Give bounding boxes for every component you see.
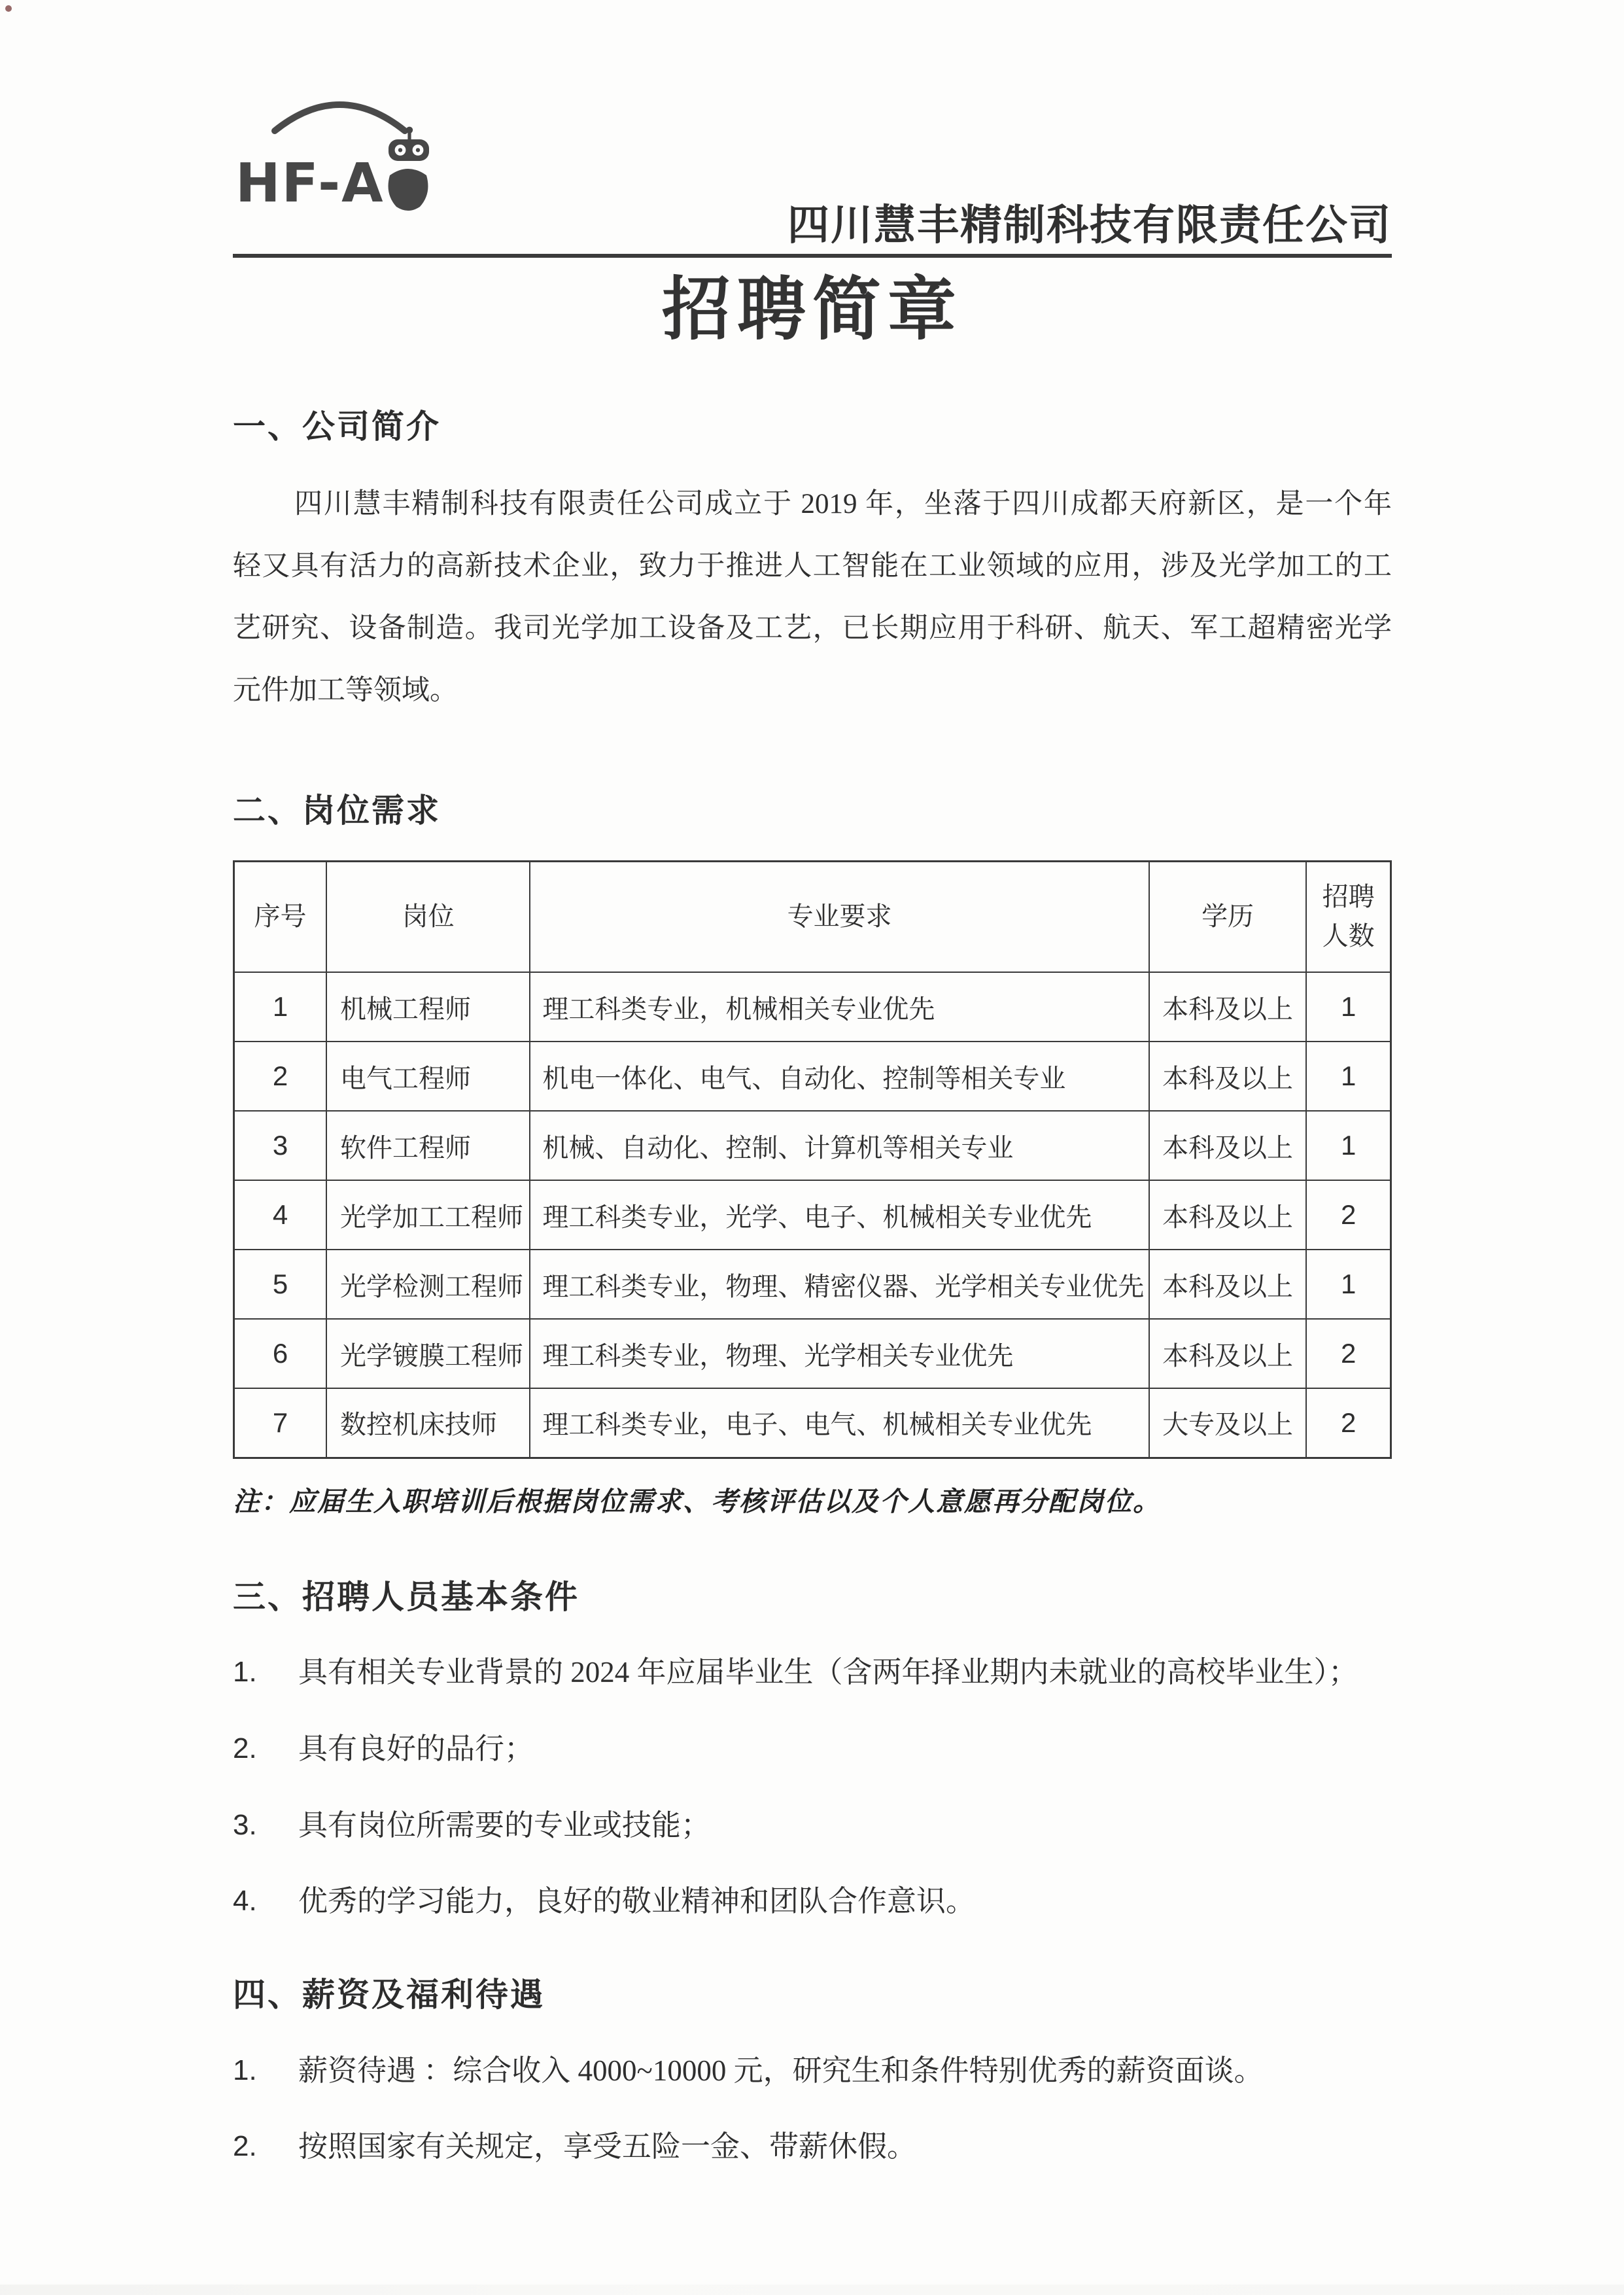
cell-edu: 大专及以上: [1149, 1388, 1307, 1458]
col-header-post: 岗位: [326, 861, 530, 972]
cell-count: 1: [1306, 972, 1391, 1042]
item-number: 2.: [233, 1732, 257, 1764]
cell-edu: 本科及以上: [1149, 1042, 1307, 1111]
page-header: [233, 97, 1392, 258]
scan-speck-artifact: [5, 5, 12, 12]
item-text: 具有相关专业背景的 2024 年应届毕业生（含两年择业期内未就业的高校毕业生）；: [298, 1656, 1358, 1689]
table-row: [234, 1042, 1391, 1111]
section-3-heading: 三、招聘人员基本条件: [233, 1578, 579, 1615]
section-2-heading: 二、岗位需求: [233, 792, 441, 829]
paragraph-line: 艺研究、设备制造。我司光学加工设备及工艺，已长期应用于科研、航天、军工超精密光学: [233, 613, 1392, 644]
col-header-no: 序号: [234, 861, 327, 972]
table-header-row: [234, 861, 1391, 972]
logo-text: HF-A: [235, 152, 385, 215]
cell-count: 1: [1306, 1111, 1391, 1180]
cell-count: 2: [1306, 1319, 1391, 1388]
cell-post: 电气工程师: [326, 1042, 530, 1111]
company-logo: [235, 97, 432, 215]
cell-post: 光学加工工程师: [326, 1180, 530, 1250]
cell-req: 理工科类专业，电子、电气、机械相关专业优先: [530, 1388, 1149, 1458]
cell-post: 机械工程师: [326, 972, 530, 1042]
requirement-item: [233, 1806, 1392, 1846]
cell-count: 2: [1306, 1180, 1391, 1250]
item-text: 优秀的学习能力，良好的敬业精神和团队合作意识。: [298, 1885, 976, 1918]
cell-post: 数控机床技师: [326, 1388, 530, 1458]
item-text: 具有良好的品行；: [298, 1732, 534, 1765]
cell-req: 机电一体化、电气、自动化、控制等相关专业: [530, 1042, 1149, 1111]
paragraph-line: 四川慧丰精制科技有限责任公司成立于 2019 年，坐落于四川成都天府新区，是一个年: [294, 489, 1392, 519]
item-text: 按照国家有关规定，享受五险一金、带薪休假。: [298, 2130, 917, 2164]
item-number: 1.: [233, 2054, 257, 2086]
cell-count: 2: [1306, 1388, 1391, 1458]
cell-no: 2: [234, 1042, 327, 1111]
paragraph-line: 轻又具有活力的高新技术企业，致力于推进人工智能在工业领域的应用，涉及光学加工的工: [233, 551, 1392, 582]
cell-no: 7: [234, 1388, 327, 1458]
table-row: [234, 1250, 1391, 1319]
benefit-item: [233, 2051, 1392, 2091]
jobs-table: [233, 860, 1392, 1459]
col-header-req: 专业要求: [530, 861, 1149, 972]
scan-streak-artifact: [0, 2285, 1624, 2295]
table-note: 注：应届生入职培训后根据岗位需求、考核评估以及个人意愿再分配岗位。: [233, 1486, 1161, 1516]
item-number: 3.: [233, 1808, 257, 1841]
company-name: 四川慧丰精制科技有限责任公司: [787, 201, 1392, 249]
item-number: 1.: [233, 1656, 257, 1688]
requirement-item: [233, 1729, 1392, 1769]
cell-post: 光学检测工程师: [326, 1250, 530, 1319]
cell-count: 1: [1306, 1250, 1391, 1319]
benefit-item: [233, 2127, 1392, 2167]
item-number: 2.: [233, 2130, 257, 2163]
cell-req: 机械、自动化、控制、计算机等相关专业: [530, 1111, 1149, 1180]
table-row: [234, 1111, 1391, 1180]
table-row: [234, 972, 1391, 1042]
cell-no: 4: [234, 1180, 327, 1250]
requirement-item: [233, 1882, 1392, 1921]
cell-req: 理工科类专业，光学、电子、机械相关专业优先: [530, 1180, 1149, 1250]
page-title: 招聘简章: [661, 272, 963, 348]
cell-no: 5: [234, 1250, 327, 1319]
cell-edu: 本科及以上: [1149, 1111, 1307, 1180]
cell-edu: 本科及以上: [1149, 1250, 1307, 1319]
cell-edu: 本科及以上: [1149, 972, 1307, 1042]
item-text: 薪资待遇 ：综合收入 4000~10000 元，研究生和条件特别优秀的薪资面谈。: [298, 2054, 1264, 2087]
cell-req: 理工科类专业，机械相关专业优先: [530, 972, 1149, 1042]
cell-no: 6: [234, 1319, 327, 1388]
col-header-edu: 学历: [1149, 861, 1307, 972]
cell-no: 1: [234, 972, 327, 1042]
table-row: [234, 1388, 1391, 1458]
cell-req: 理工科类专业，物理、光学相关专业优先: [530, 1319, 1149, 1388]
paragraph-line: 元件加工等领域。: [233, 675, 458, 706]
cell-no: 3: [234, 1111, 327, 1180]
table-row: [234, 1180, 1391, 1250]
cell-edu: 本科及以上: [1149, 1319, 1307, 1388]
intro-paragraph: [233, 473, 1392, 722]
cell-count: 1: [1306, 1042, 1391, 1111]
item-text: 具有岗位所需要的专业或技能；: [298, 1808, 711, 1842]
item-number: 4.: [233, 1885, 257, 1918]
section-1-heading: 一、公司简介: [233, 408, 441, 445]
cell-post: 光学镀膜工程师: [326, 1319, 530, 1388]
table-row: [234, 1319, 1391, 1388]
robot-icon: [381, 126, 432, 213]
requirement-item: [233, 1653, 1392, 1692]
cell-req: 理工科类专业，物理、精密仪器、光学相关专业优先: [530, 1250, 1149, 1319]
section-4-heading: 四、薪资及福利待遇: [233, 1976, 545, 2013]
document-content: [233, 0, 1392, 2167]
cell-post: 软件工程师: [326, 1111, 530, 1180]
cell-edu: 本科及以上: [1149, 1180, 1307, 1250]
col-header-count: 招聘人数: [1306, 861, 1391, 972]
